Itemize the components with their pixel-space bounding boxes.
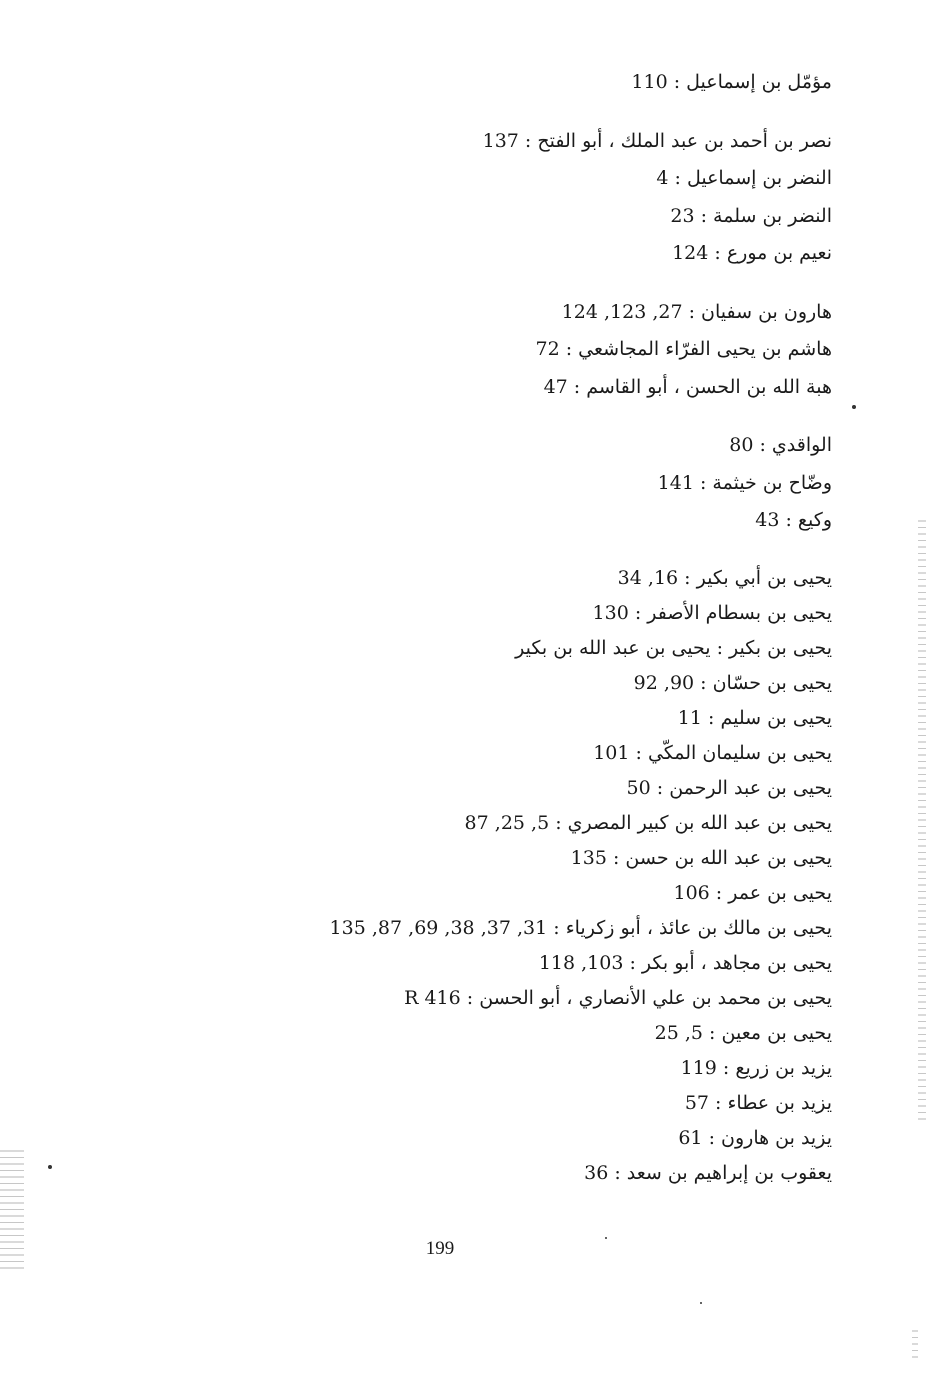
index-entry: يحيى بن مالك بن عائذ ، أبو زكرياء : 31, 37, 38, 69, 87, 135 bbox=[329, 916, 832, 939]
page-number: 199 bbox=[425, 1238, 455, 1259]
index-entry: النضر بن سلمة : 23 bbox=[670, 204, 832, 227]
index-entry: يحيى بن عبد الرحمن : 50 bbox=[626, 776, 832, 799]
index-entry: يحيى بن مجاهد ، أبو بكر : 103, 118 bbox=[538, 951, 832, 974]
index-entry: يحيى بن بكير : يحيى بن عبد الله بن بكير bbox=[515, 636, 832, 659]
index-entry: الواقدي : 80 bbox=[729, 434, 832, 456]
index-list bbox=[112, 64, 832, 1191]
index-group bbox=[112, 561, 832, 1191]
index-entry: هاشم بن يحيى الفرّاء المجاشعي : 72 bbox=[535, 338, 832, 360]
index-entry: يحيى بن عمر : 106 bbox=[673, 881, 832, 904]
index-entry: يحيى بن عبد الله بن حسن : 135 bbox=[570, 846, 832, 869]
index-group bbox=[112, 427, 832, 540]
scan-edge-noise bbox=[918, 520, 926, 1120]
index-entry: يحيى بن عبد الله بن كبير المصري : 5, 25, 87 bbox=[464, 811, 832, 834]
scan-speck bbox=[852, 405, 856, 409]
index-entry: يعقوب بن إبراهيم بن سعد : 36 bbox=[584, 1161, 832, 1184]
index-entry: يحيى بن معين : 5, 25 bbox=[654, 1021, 832, 1044]
index-entry: وكيع : 43 bbox=[755, 509, 832, 531]
index-entry: يحيى بن سليم : 11 bbox=[677, 706, 832, 729]
index-group bbox=[112, 294, 832, 407]
index-entry: هبة الله بن الحسن ، أبو القاسم : 47 bbox=[543, 375, 832, 398]
index-entry: هارون بن سفيان : 27, 123, 124 bbox=[561, 300, 832, 323]
scan-edge-noise bbox=[912, 1330, 918, 1360]
scan-speck bbox=[48, 1165, 52, 1169]
index-entry: يزيد بن عطاء : 57 bbox=[684, 1091, 832, 1114]
index-entry: يحيى بن محمد بن علي الأنصاري ، أبو الحسن : 416 R bbox=[404, 986, 832, 1009]
index-entry: مؤمّل بن إسماعيل : 110 bbox=[631, 71, 832, 93]
scan-speck bbox=[605, 1237, 607, 1239]
index-entry: نعيم بن مورع : 124 bbox=[672, 242, 832, 264]
index-entry: يحيى بن بسطام الأصفر : 130 bbox=[592, 601, 832, 624]
index-group bbox=[112, 123, 832, 273]
index-entry: يزيد بن زريع : 119 bbox=[680, 1056, 832, 1079]
index-entry: يحيى بن حسّان : 90, 92 bbox=[633, 671, 832, 694]
index-group bbox=[112, 64, 832, 102]
index-entry: يحيى بن سليمان المكّي : 101 bbox=[593, 741, 832, 764]
scan-edge-noise bbox=[0, 1150, 24, 1270]
index-entry: يزيد بن هارون : 61 bbox=[678, 1126, 832, 1149]
index-entry: وضّاح بن خيثمة : 141 bbox=[657, 471, 832, 494]
index-entry: يحيى بن أبي بكير : 16, 34 bbox=[617, 566, 832, 589]
index-entry: نصر بن أحمد بن عبد الملك ، أبو الفتح : 137 bbox=[482, 129, 832, 152]
index-entry: النضر بن إسماعيل : 4 bbox=[656, 167, 832, 189]
scan-speck bbox=[700, 1302, 702, 1304]
